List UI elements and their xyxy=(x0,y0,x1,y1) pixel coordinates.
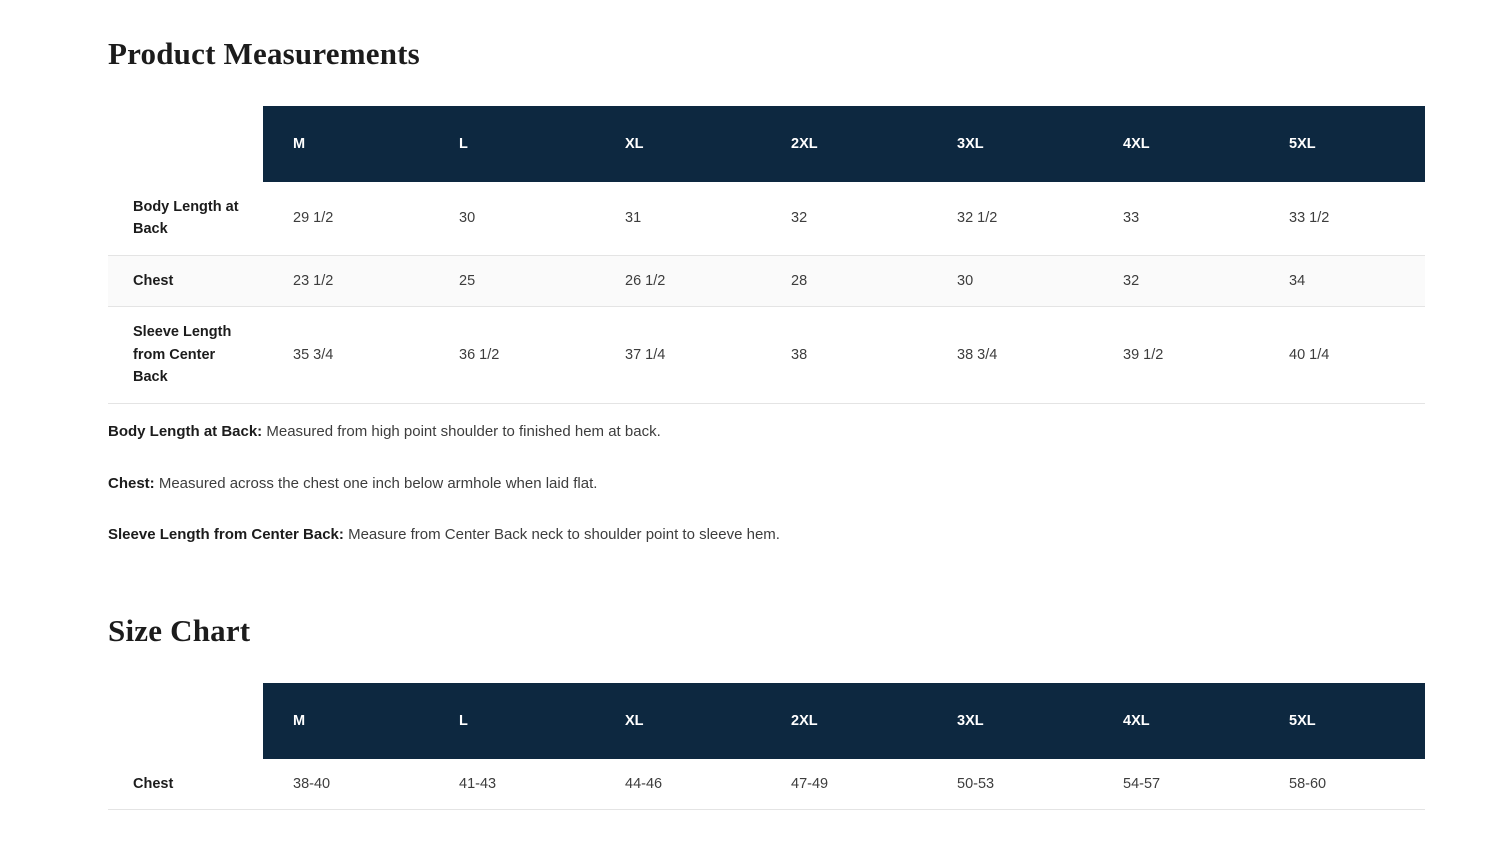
column-header-4xl xyxy=(1093,106,1259,182)
sizechart-column-header-3xl xyxy=(927,683,1093,759)
column-header-3xl xyxy=(927,106,1093,182)
sizechart-column-header-5xl xyxy=(1259,683,1425,759)
cell-body-length-l: 30 xyxy=(429,182,595,255)
row-label-chest: Chest xyxy=(108,255,263,306)
cell-sleeve-l: 36 1/2 xyxy=(429,307,595,403)
column-header-m-label: M xyxy=(293,136,306,152)
column-header-3xl-label: 3XL xyxy=(957,136,984,152)
cell-sleeve-4xl: 39 1/2 xyxy=(1093,307,1259,403)
page-title-product-measurements: Product Measurements xyxy=(108,36,420,71)
table-row xyxy=(108,307,1425,403)
note-sleeve-length xyxy=(108,524,1308,547)
cell-body-length-xl: 31 xyxy=(595,182,761,255)
cell-chest-4xl: 32 xyxy=(1093,255,1259,306)
cell-body-length-3xl: 32 1/2 xyxy=(927,182,1093,255)
cell-sleeve-2xl: 38 xyxy=(761,307,927,403)
table-row xyxy=(108,759,1425,810)
size-chart-table xyxy=(108,683,1425,810)
column-header-xl xyxy=(595,106,761,182)
cell-sleeve-3xl: 38 3/4 xyxy=(927,307,1093,403)
note-chest xyxy=(108,473,1308,496)
table-header-row xyxy=(108,106,1425,182)
sizechart-column-header-3xl-label: 3XL xyxy=(957,713,984,729)
sizechart-row-label-chest: Chest xyxy=(108,759,263,810)
product-measurements-table xyxy=(108,106,1425,404)
column-header-5xl xyxy=(1259,106,1425,182)
cell-chest-5xl: 34 xyxy=(1259,255,1425,306)
cell-chest-3xl: 30 xyxy=(927,255,1093,306)
page-title-size-chart: Size Chart xyxy=(108,613,251,648)
note-body-length xyxy=(108,421,1308,444)
sizechart-column-header-4xl xyxy=(1093,683,1259,759)
note-text-chest: Measured across the chest one inch below armhole when laid flat. xyxy=(154,474,598,492)
column-header-2xl-label: 2XL xyxy=(791,136,818,152)
table-header-row xyxy=(108,683,1425,759)
sizechart-column-header-m-label: M xyxy=(293,713,306,729)
column-header-l xyxy=(429,106,595,182)
sizechart-column-header-xl-label: XL xyxy=(625,713,644,729)
sizechart-cell-chest-4xl: 54-57 xyxy=(1093,759,1259,810)
sizechart-column-header-label xyxy=(108,683,263,759)
note-text-body-length: Measured from high point shoulder to finished hem at back. xyxy=(262,423,661,440)
sizechart-cell-chest-5xl: 58-60 xyxy=(1259,759,1425,810)
sizechart-column-header-l-label: L xyxy=(459,713,468,729)
cell-body-length-m: 29 1/2 xyxy=(263,182,429,255)
column-header-4xl-label: 4XL xyxy=(1123,136,1150,152)
sizechart-cell-chest-xl: 44-46 xyxy=(595,759,761,810)
sizechart-column-header-l xyxy=(429,683,595,759)
table-row xyxy=(108,255,1425,306)
note-term-sleeve-length: Sleeve Length from Center Back: xyxy=(108,526,344,543)
cell-chest-xl: 26 1/2 xyxy=(595,255,761,306)
sizechart-column-header-4xl-label: 4XL xyxy=(1123,713,1150,729)
cell-sleeve-5xl: 40 1/4 xyxy=(1259,307,1425,403)
cell-sleeve-xl: 37 1/4 xyxy=(595,307,761,403)
column-header-2xl xyxy=(761,106,927,182)
sizechart-column-header-2xl xyxy=(761,683,927,759)
sizechart-cell-chest-2xl: 47-49 xyxy=(761,759,927,810)
row-label-sleeve-length: Sleeve Length from Center Back xyxy=(108,307,263,403)
note-term-chest: Chest: xyxy=(108,474,155,492)
sizechart-cell-chest-3xl: 50-53 xyxy=(927,759,1093,810)
sizechart-column-header-2xl-label: 2XL xyxy=(791,713,818,729)
table-row xyxy=(108,182,1425,255)
cell-body-length-4xl: 33 xyxy=(1093,182,1259,255)
cell-body-length-5xl: 33 1/2 xyxy=(1259,182,1425,255)
measurement-definitions xyxy=(108,421,1308,576)
sizechart-cell-chest-m: 38-40 xyxy=(263,759,429,810)
cell-sleeve-m: 35 3/4 xyxy=(263,307,429,403)
sizechart-column-header-5xl-label: 5XL xyxy=(1289,713,1316,729)
column-header-l-label: L xyxy=(459,136,468,152)
row-label-body-length: Body Length at Back xyxy=(108,182,263,255)
column-header-5xl-label: 5XL xyxy=(1289,136,1316,152)
note-text-sleeve-length: Measure from Center Back neck to shoulder point to sleeve hem. xyxy=(343,526,780,543)
sizechart-cell-chest-l: 41-43 xyxy=(429,759,595,810)
note-term-body-length: Body Length at Back: xyxy=(108,423,263,440)
column-header-label xyxy=(108,106,263,182)
sizechart-column-header-xl xyxy=(595,683,761,759)
cell-chest-2xl: 28 xyxy=(761,255,927,306)
column-header-xl-label: XL xyxy=(625,136,644,152)
cell-body-length-2xl: 32 xyxy=(761,182,927,255)
column-header-m xyxy=(263,106,429,182)
cell-chest-m: 23 1/2 xyxy=(263,255,429,306)
cell-chest-l: 25 xyxy=(429,255,595,306)
sizechart-column-header-m xyxy=(263,683,429,759)
